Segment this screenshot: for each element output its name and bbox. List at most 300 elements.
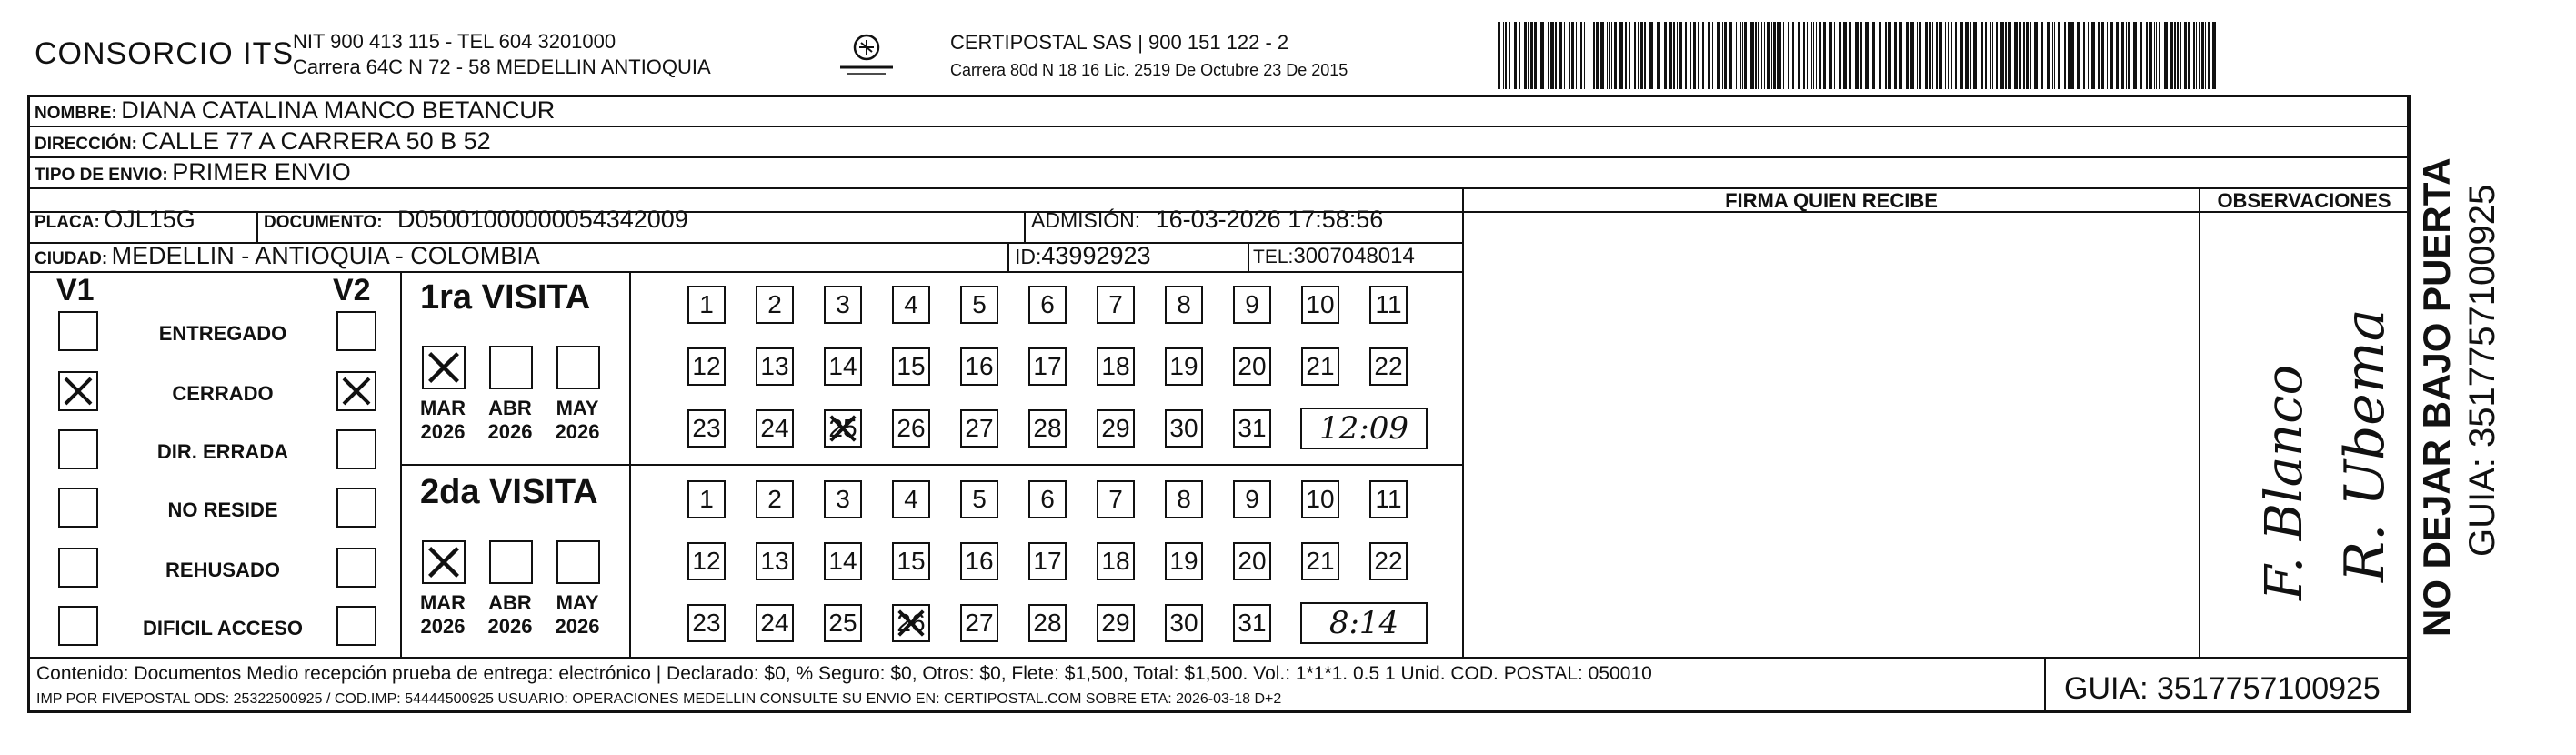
barcode-bar [1936,22,1938,89]
barcode-bar [1985,22,1987,89]
month-name: MAY [556,397,599,419]
calendar-day-number: 18 [1101,352,1130,380]
month-label [411,591,475,639]
calendar-day-number: 14 [828,547,857,575]
calendar-day[interactable] [687,409,726,448]
barcode-bar [1919,22,1921,89]
barcode-bar [1885,22,1887,89]
barcode-bar [1724,22,1727,89]
status-v1-checkbox[interactable] [58,548,98,588]
calendar-day[interactable] [687,604,726,642]
direccion-label: DIRECCIÓN: [35,135,137,154]
month-checkbox[interactable] [422,540,466,584]
status-v1-checkbox[interactable] [58,429,98,469]
barcode-bar [1514,22,1517,89]
calendar-day[interactable] [892,286,930,324]
calendar-day-number: 19 [1169,352,1198,380]
calendar-day-number: 10 [1306,290,1335,318]
calendar-day[interactable] [892,409,930,448]
v1-header: V1 [56,273,95,307]
footer-guia: GUIA: 3517757100925 [2064,671,2381,706]
barcode-bar [1736,22,1737,89]
barcode-bar [1576,22,1577,89]
calendar-day[interactable] [1369,480,1408,518]
barcode-bar [1992,22,1993,89]
calendar-day-number: 15 [897,547,926,575]
status-v1-checkbox[interactable] [58,371,98,411]
barcode-bar [1767,22,1770,89]
calendar-day-number: 24 [760,609,789,637]
barcode-bar [1609,22,1610,89]
barcode-bar [1829,22,1832,89]
barcode-bar [1571,22,1574,89]
barcode-bar [1849,22,1851,89]
calendar-day[interactable] [1097,542,1135,580]
barcode-bar [2000,22,2004,89]
barcode-bar [1970,22,1971,89]
calendar-day[interactable] [1301,542,1339,580]
id-label: ID: [1015,245,1042,268]
barcode-bar [2208,22,2210,89]
barcode-bar [1519,22,1520,89]
barcode-bar [1788,22,1789,89]
barcode-bar [1925,22,1928,89]
visit-time[interactable]: 8:14 [1300,602,1428,644]
month-checkbox[interactable] [489,346,533,389]
calendar-day-number: 14 [828,352,857,380]
barcode-bar [1860,22,1862,89]
month-checkbox[interactable] [556,540,600,584]
footer-content-line: Contenido: Documentos Medio recepción prueba de entrega: electrónico | Declarado: $0, % Seguro: $0, Otros: $0, Flete: $1,500, Total: $1,500. Vol.: 1*1*1. 0.5 1 Unid. COD. POSTAL: 050010 [36,663,1652,684]
calendar-day-number: 4 [904,485,918,513]
month-year: 2026 [555,615,600,638]
calendar-day-number: 19 [1169,547,1198,575]
barcode-bar [1548,22,1549,89]
calendar-day-number: 1 [699,485,714,513]
nombre-label: NOMBRE: [35,104,117,123]
calendar-day[interactable] [960,409,998,448]
barcode-bar [1600,22,1604,89]
month-name: MAR [419,591,466,614]
barcode-bar [2116,22,2119,89]
barcode-bar [1777,22,1779,89]
calendar-day-number: 23 [692,609,721,637]
calendar-day-number: 5 [972,290,987,318]
barcode-bar [1679,22,1682,89]
company-nit: NIT 900 413 115 - TEL 604 3201000 [293,30,616,53]
barcode-bar [2088,22,2089,89]
warning-text: NO DEJAR BAJO PUERTA [2415,157,2458,637]
ciudad-label: CIUDAD: [35,249,108,268]
barcode-bar [1798,22,1800,89]
barcode-bar [1929,22,1931,89]
nombre-value: DIANA CATALINA MANCO BETANCUR [121,96,556,124]
calendar-day[interactable] [1369,347,1408,386]
calendar-day[interactable] [1028,604,1067,642]
status-label: DIFICIL ACCESO [142,617,303,639]
barcode-bar [1640,22,1643,89]
calendar-day-number: 18 [1101,547,1130,575]
calendar-day[interactable] [960,286,998,324]
barcode-bar [2205,22,2206,89]
calendar-day[interactable] [1165,286,1203,324]
calendar-day[interactable] [687,347,726,386]
calendar-day-number: 30 [1169,414,1198,442]
barcode-bar [2184,22,2187,89]
calendar-day[interactable] [1165,347,1203,386]
calendar-day[interactable] [1233,604,1271,642]
calendar-day-number: 26 [897,609,926,637]
barcode-bar [2052,22,2053,89]
calendar-day-number: 21 [1306,352,1335,380]
calendar-day-number: 22 [1374,547,1403,575]
calendar-day[interactable] [1028,542,1067,580]
direccion-value: CALLE 77 A CARRERA 50 B 52 [141,127,491,155]
barcode-bar [2101,22,2104,89]
barcode-bar [1708,22,1710,89]
barcode-bar [2023,22,2025,89]
month-checkbox[interactable] [422,346,466,389]
visit-title: 2da VISITA [420,473,598,511]
calendar-day-number: 20 [1238,547,1267,575]
barcode-bar [1996,22,1998,89]
calendar-day[interactable] [1028,409,1067,448]
month-year: 2026 [420,615,466,638]
status-label: REHUSADO [165,559,280,581]
documento-value: D05001000000054342009 [397,206,688,233]
calendar-day-number: 17 [1033,352,1062,380]
barcode-bar [2070,22,2074,89]
calendar-day-number: 9 [1245,485,1259,513]
barcode-bar [1644,22,1646,89]
calendar-day-number: 27 [965,414,994,442]
barcode-bar [1611,22,1612,89]
barcode-bar [2199,22,2200,89]
calendar-day-number: 2 [767,485,782,513]
certipostal-logo-icon [835,31,898,78]
visit-title: 1ra VISITA [420,278,591,317]
calendar-day[interactable] [960,347,998,386]
barcode-bar [1872,22,1875,89]
month-year: 2026 [487,615,533,638]
calendar-day-number: 11 [1375,485,1402,513]
month-name: MAY [556,591,599,614]
calendar-day[interactable] [1097,286,1135,324]
status-v2-checkbox[interactable] [336,488,376,528]
barcode-bar [1764,22,1765,89]
calendar-day[interactable] [960,604,998,642]
calendar-day[interactable] [892,604,930,642]
status-v2-checkbox[interactable] [336,371,376,411]
barcode-bar [1664,22,1667,89]
calendar-day-number: 4 [904,290,918,318]
barcode-bar [1811,22,1812,89]
barcode-bar [1742,22,1743,89]
calendar-day[interactable] [1301,347,1339,386]
barcode-bar [1771,22,1772,89]
barcode-bar [2212,22,2216,89]
status-v1-checkbox[interactable] [58,488,98,528]
calendar-day[interactable] [756,480,794,518]
barcode-bar [2030,22,2031,89]
company-info [293,29,711,80]
placa-value: OJL15G [104,206,195,233]
side-guia: GUIA: 3517757100925 [2462,184,2502,557]
barcode-bar [2121,22,2124,89]
status-v2-checkbox[interactable] [336,548,376,588]
calendar-day-number: 11 [1375,290,1402,318]
barcode-bar [1530,22,1533,89]
calendar-day[interactable] [960,480,998,518]
barcode-bar [1761,22,1762,89]
calendar-day-number: 25 [828,414,857,442]
barcode-bar [1939,22,1942,89]
x-mark-icon [424,542,464,582]
calendar-day[interactable] [756,286,794,324]
calendar-day-number: 23 [692,414,721,442]
barcode-bar [2140,22,2142,89]
barcode-bar [1744,22,1747,89]
barcode-bar [1906,22,1909,89]
barcode-bar [1981,22,1983,89]
calendar-day[interactable] [1165,480,1203,518]
calendar-day[interactable] [824,409,862,448]
barcode-bar [1813,22,1814,89]
calendar-day-number: 28 [1033,414,1062,442]
status-v1-checkbox[interactable] [58,311,98,351]
calendar-day-number: 8 [1177,290,1191,318]
barcode-bar [1773,22,1776,89]
handwritten-name-2: R. Ubema [2333,308,2397,582]
barcode-bar [1559,22,1562,89]
calendar-day[interactable] [1301,286,1339,324]
calendar-day-number: 12 [692,547,721,575]
calendar-day[interactable] [756,347,794,386]
calendar-day-number: 27 [965,609,994,637]
status-label: DIR. ERRADA [156,440,289,463]
calendar-day-number: 24 [760,414,789,442]
barcode-bar [2008,22,2010,89]
calendar-day[interactable] [1097,480,1135,518]
barcode-bar [1855,22,1859,89]
barcode-bar [2159,22,2160,89]
firma-header: FIRMA QUIEN RECIBE [1725,189,1938,212]
barcode-bar [1564,22,1565,89]
calendar-day[interactable] [1028,286,1067,324]
barcode-bar [2091,22,2095,89]
visit-time[interactable]: 12:09 [1300,408,1428,449]
calendar-day[interactable] [687,286,726,324]
barcode-bar [2149,22,2152,89]
barcode-bar [1614,22,1617,89]
month-name: ABR [488,591,532,614]
calendar-day[interactable] [1233,542,1271,580]
calendar-day-number: 9 [1245,290,1259,318]
barcode-bar [1910,22,1914,89]
barcode-bar [1843,22,1847,89]
barcode-bar [2005,22,2007,89]
calendar-day[interactable] [824,604,862,642]
x-mark-icon [894,606,928,640]
barcode-bar [2196,22,2197,89]
barcode-bar [2110,22,2113,89]
barcode-bar [1894,22,1897,89]
admision-value: 16-03-2026 17:58:56 [1155,206,1384,233]
calendar-day[interactable] [1165,604,1203,642]
calendar-day[interactable] [1165,542,1203,580]
x-mark-icon [60,373,96,409]
barcode-bar [2188,22,2190,89]
barcode-bar [1932,22,1933,89]
barcode-bar [2034,22,2038,89]
barcode-bar [1625,22,1627,89]
calendar-day-number: 16 [965,352,994,380]
month-name: MAR [419,397,466,419]
calendar-day-number: 13 [760,547,789,575]
status-v2-checkbox[interactable] [336,311,376,351]
month-checkbox[interactable] [556,346,600,389]
barcode-bar [2154,22,2155,89]
barcode-bar [1629,22,1630,89]
calendar-day-number: 6 [1040,290,1055,318]
tipo-envio-label: TIPO DE ENVIO: [35,166,168,185]
calendar-day-number: 29 [1101,414,1130,442]
month-checkbox[interactable] [489,540,533,584]
calendar-day[interactable] [1233,286,1271,324]
barcode-bar [1677,22,1678,89]
calendar-day[interactable] [1165,409,1203,448]
barcode-bar [2068,22,2070,89]
barcode-bar [1879,22,1881,89]
barcode-bar [2193,22,2195,89]
calendar-day[interactable] [1028,347,1067,386]
barcode-bar [1673,22,1675,89]
calendar-day[interactable] [824,347,862,386]
documento-label: DOCUMENTO: [264,213,383,232]
barcode-bar [1899,22,1902,89]
barcode-bar [1584,22,1585,89]
barcode-bar [1819,22,1821,89]
barcode-bar [1528,22,1529,89]
status-v2-checkbox[interactable] [336,606,376,646]
barcode-bar [1965,22,1969,89]
calendar-day-number: 20 [1238,352,1267,380]
barcode-bar [1807,22,1808,89]
barcode-bar [1524,22,1527,89]
calendar-day-number: 31 [1238,609,1267,637]
calendar-day-number: 7 [1108,290,1123,318]
month-label [546,591,609,639]
barcode-bar [2098,22,2100,89]
barcode-icon [1498,22,2226,89]
calendar-day[interactable] [892,347,930,386]
barcode-bar [1917,22,1918,89]
certipostal-address: Carrera 80d N 18 16 Lic. 2519 De Octubre 23 De 2015 [950,61,1348,79]
calendar-day[interactable] [892,480,930,518]
calendar-day[interactable] [1028,480,1067,518]
calendar-day[interactable] [687,542,726,580]
calendar-day[interactable] [1233,480,1271,518]
calendar-day-number: 22 [1374,352,1403,380]
status-v1-checkbox[interactable] [58,606,98,646]
barcode-bar [1960,22,1963,89]
footer-imp-line: IMP POR FIVEPOSTAL ODS: 25322500925 / COD.IMP: 54444500925 USUARIO: OPERACIONES MEDELLIN CONSULTE SU ENVIO EN: CERTIPOSTAL.COM SOBRE ETA: 2026-03-18 D+2 [36,691,1282,707]
barcode-bar [2107,22,2108,89]
calendar-day[interactable] [1097,409,1135,448]
month-name: ABR [488,397,532,419]
calendar-day[interactable] [1233,347,1271,386]
calendar-day[interactable] [756,604,794,642]
calendar-day[interactable] [960,542,998,580]
month-label [478,397,542,444]
barcode-bar [1698,22,1699,89]
calendar-day-number: 10 [1306,485,1335,513]
barcode-bar [1509,22,1510,89]
barcode-bar [2077,22,2080,89]
calendar-day[interactable] [1369,286,1408,324]
calendar-day[interactable] [824,286,862,324]
tipo-envio-value: PRIMER ENVIO [172,158,351,186]
v2-header: V2 [333,273,371,307]
calendar-day[interactable] [1369,542,1408,580]
calendar-day[interactable] [892,542,930,580]
calendar-day[interactable] [1301,480,1339,518]
calendar-day[interactable] [756,409,794,448]
company-name: CONSORCIO ITS [35,36,295,71]
barcode-bar [1503,22,1504,89]
barcode-bar [2010,22,2011,89]
month-label [546,397,609,444]
barcode-bar [2047,22,2050,89]
barcode-bar [2128,22,2130,89]
barcode-bar [1888,22,1891,89]
barcode-bar [1948,22,1949,89]
placa-label: PLACA: [35,213,100,232]
x-mark-icon [338,373,375,409]
barcode-bar [1816,22,1817,89]
admision-label: ADMISIÓN: [1031,208,1141,232]
barcode-bar [1702,22,1704,89]
calendar-day-number: 2 [767,290,782,318]
status-v2-checkbox[interactable] [336,429,376,469]
barcode-bar [1649,22,1653,89]
barcode-bar [2177,22,2179,89]
month-year: 2026 [420,420,466,443]
barcode-bar [1693,22,1696,89]
barcode-bar [1865,22,1869,89]
calendar-day[interactable] [1097,347,1135,386]
barcode-bar [2133,22,2137,89]
calendar-day[interactable] [756,542,794,580]
barcode-bar [1792,22,1794,89]
calendar-day[interactable] [1233,409,1271,448]
barcode-bar [1593,22,1595,89]
barcode-bar [1783,22,1784,89]
barcode-bar [1955,22,1957,89]
barcode-bar [1729,22,1732,89]
x-mark-icon [826,411,860,446]
calendar-day[interactable] [824,542,862,580]
calendar-day-number: 7 [1108,485,1123,513]
calendar-day-number: 31 [1238,414,1267,442]
calendar-day[interactable] [687,480,726,518]
barcode-bar [2174,22,2176,89]
calendar-day[interactable] [1097,604,1135,642]
calendar-day[interactable] [824,480,862,518]
barcode-bar [1823,22,1826,89]
barcode-bar [1569,22,1570,89]
barcode-bar [1750,22,1754,89]
